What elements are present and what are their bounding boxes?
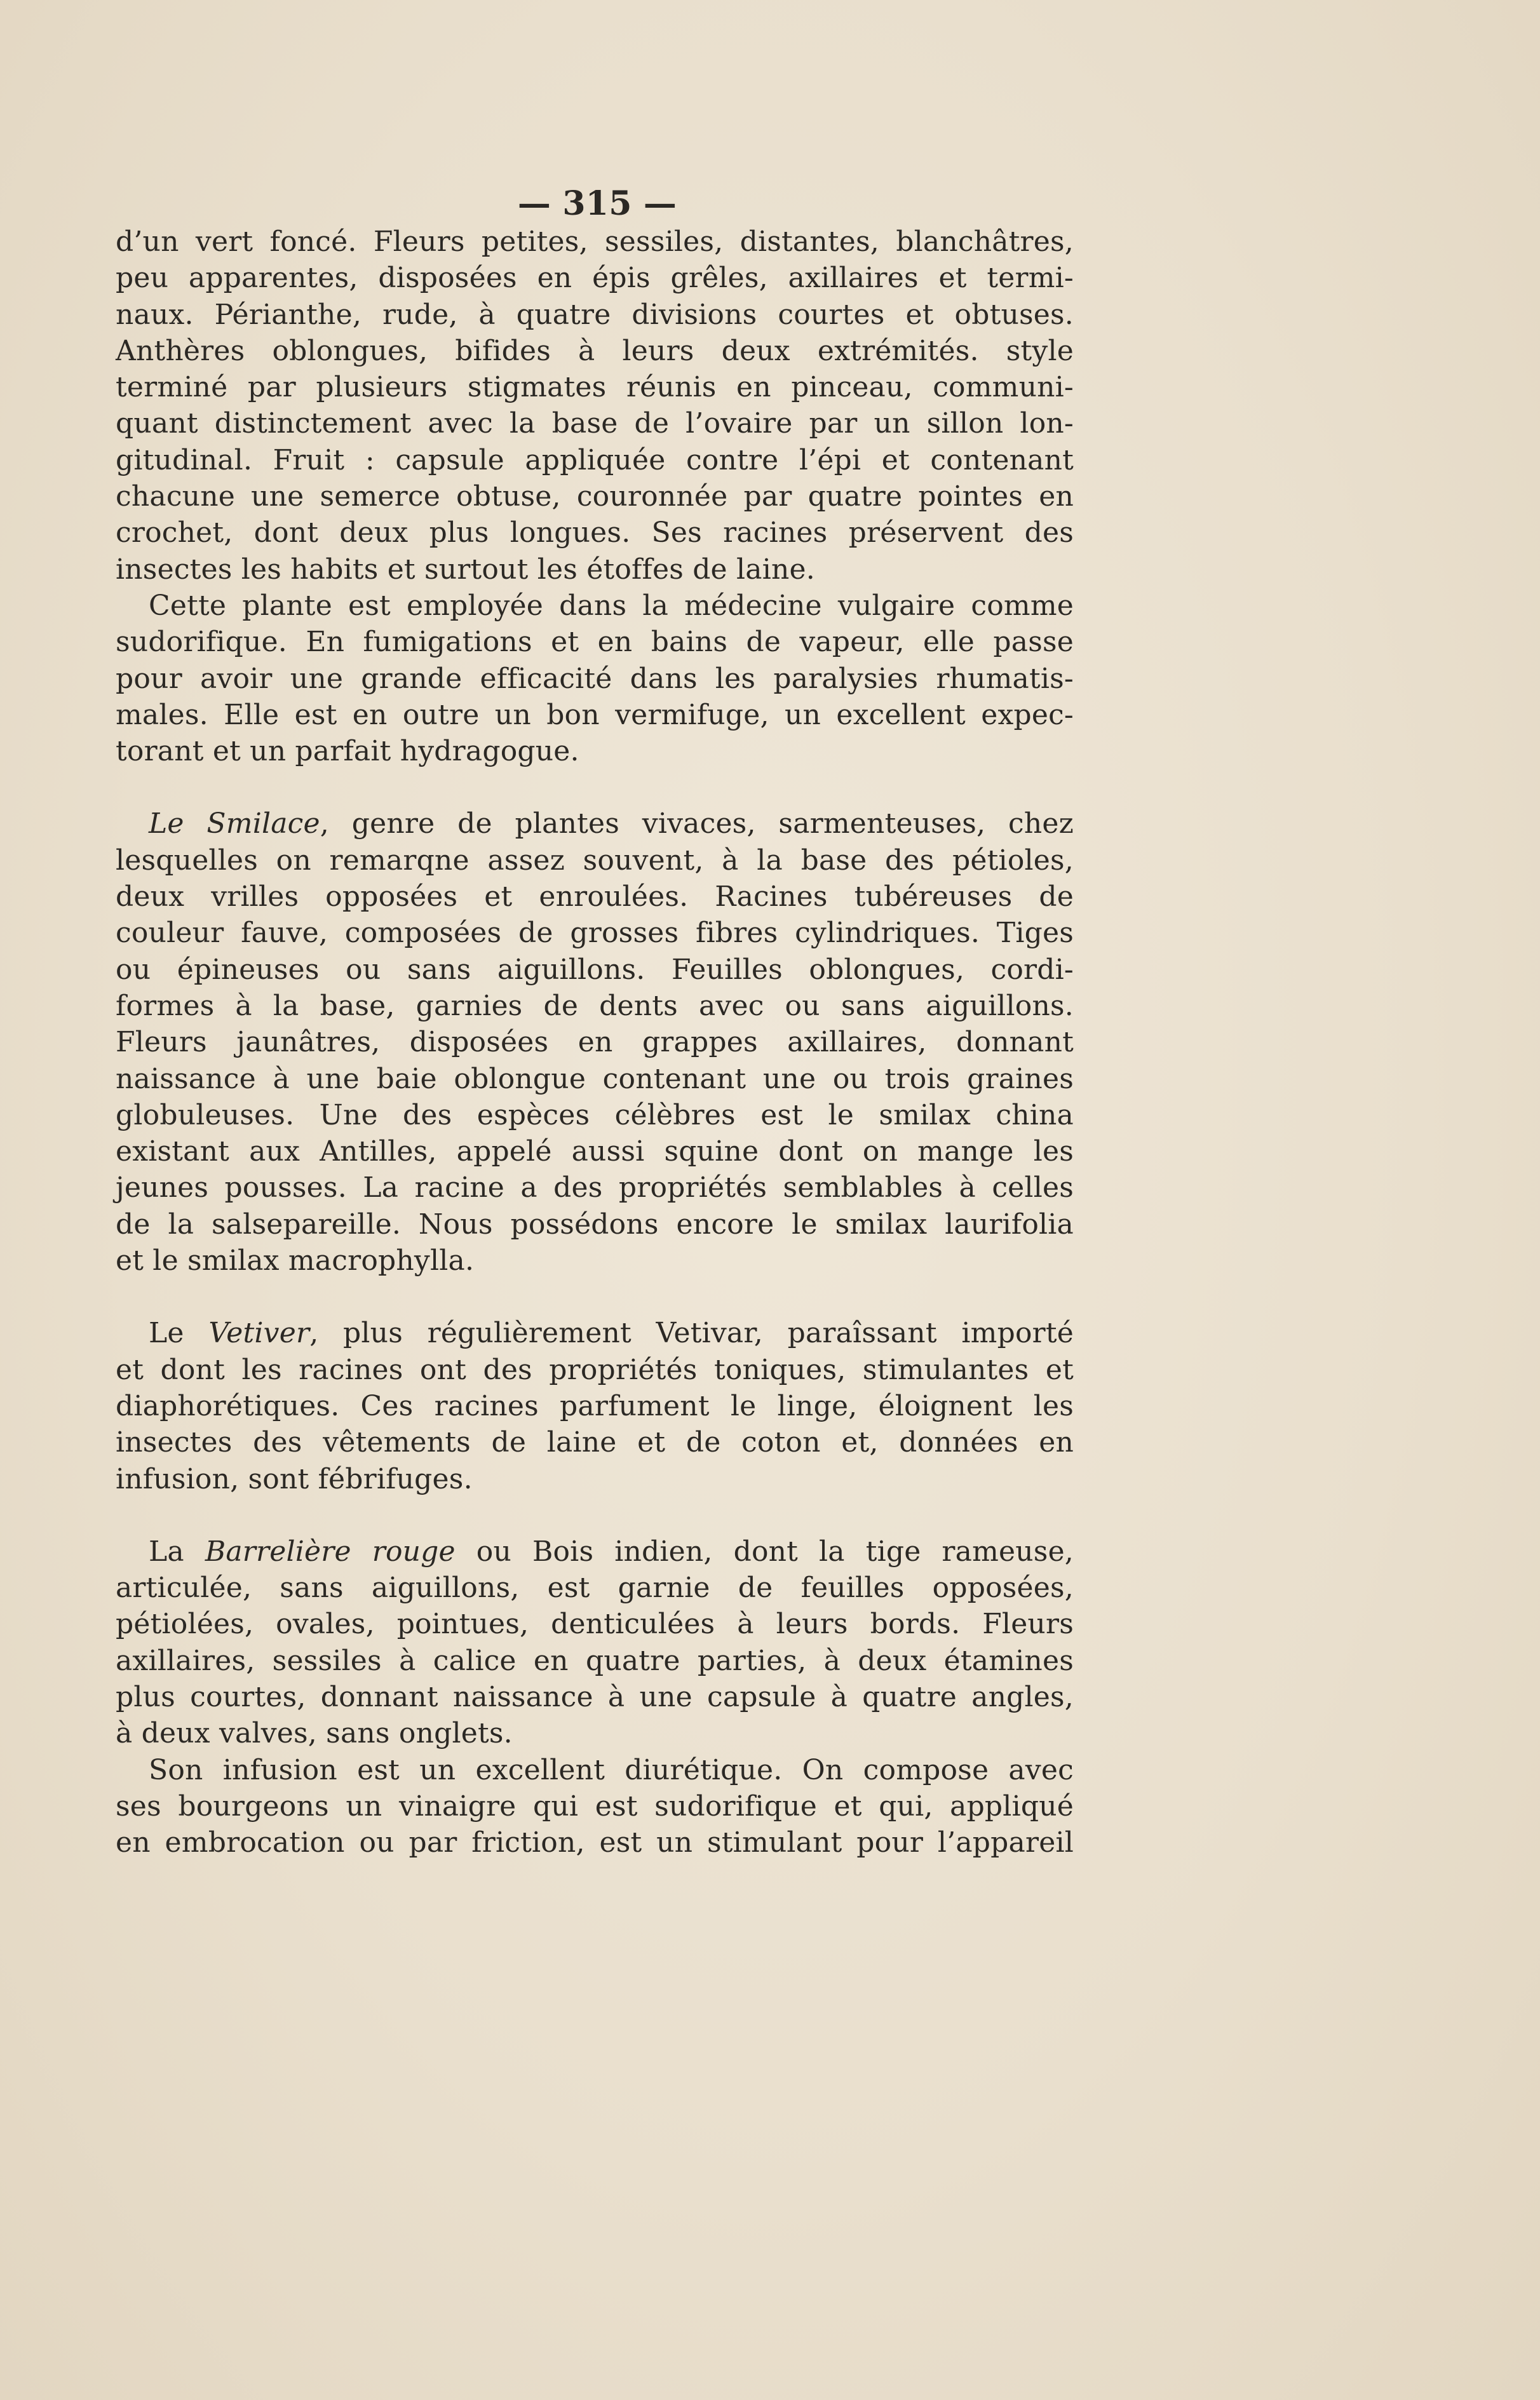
paragraph-gap bbox=[116, 1497, 1074, 1534]
paragraph-1 bbox=[116, 224, 1074, 588]
text-line: à deux valves, sans onglets. bbox=[116, 1717, 513, 1750]
text-line: deux vrilles opposées et enroulées. Racines tubéreuses de bbox=[116, 880, 1074, 913]
text-line: infusion, sont fébrifuges. bbox=[116, 1462, 473, 1495]
text-line: plus courtes, donnant naissance à une capsule à quatre angles, bbox=[116, 1680, 1074, 1713]
text-line: jeunes pousses. La racine a des propriétés semblables à celles bbox=[116, 1171, 1074, 1204]
text-line: naissance à une baie oblongue contenant une ou trois graines bbox=[116, 1062, 1074, 1095]
text-fragment: , genre de plantes vivaces, sarmenteuses, chez bbox=[320, 807, 1074, 840]
text-line: Anthères oblongues, bifides à leurs deux extrémités. style bbox=[116, 334, 1074, 367]
text-line: axillaires, sessiles à calice en quatre parties, à deux étamines bbox=[116, 1644, 1074, 1677]
text-line: et dont les racines ont des propriétés toniques, stimulantes et bbox=[116, 1353, 1074, 1386]
text-line: crochet, dont deux plus longues. Ses racines préservent des bbox=[116, 516, 1074, 549]
italic-term: Le Smilace bbox=[149, 807, 320, 840]
text-line: lesquelles on remarqne assez souvent, à la base des pétioles, bbox=[116, 844, 1074, 877]
text-line bbox=[116, 806, 1074, 842]
text-line: pour avoir une grande efficacité dans les paralysies rhumatis- bbox=[116, 662, 1074, 695]
text-line: diaphorétiques. Ces racines parfument le linge, éloignent les bbox=[116, 1389, 1074, 1422]
text-line: ses bourgeons un vinaigre qui est sudorifique et qui, appliqué bbox=[116, 1790, 1074, 1823]
italic-term: Vetiver bbox=[208, 1317, 310, 1350]
paragraph-gap bbox=[116, 769, 1074, 806]
text-line: et le smilax macrophylla. bbox=[116, 1244, 475, 1278]
text-line: peu apparentes, disposées en épis grêles, axillaires et termi- bbox=[116, 262, 1074, 295]
paragraph-6 bbox=[116, 1752, 1074, 1861]
text-line: Son infusion est un excellent diurétique. On compose avec bbox=[149, 1753, 1074, 1786]
italic-term: Barrelière rouge bbox=[205, 1535, 456, 1568]
paragraph-gap bbox=[116, 1279, 1074, 1315]
text-line: existant aux Antilles, appelé aussi squine dont on mange les bbox=[116, 1135, 1074, 1168]
paragraph-barreliere bbox=[116, 1534, 1074, 1752]
page-text bbox=[116, 184, 1074, 1861]
text-line: insectes les habits et surtout les étoffes de laine. bbox=[116, 553, 815, 586]
paragraph-vetiver bbox=[116, 1315, 1074, 1497]
text-line: insectes des vêtements de laine et de coton et, données en bbox=[116, 1426, 1074, 1459]
text-line: en embrocation ou par friction, est un stimulant pour l’appareil bbox=[116, 1826, 1074, 1859]
paragraph-smilace bbox=[116, 806, 1074, 1279]
text-line: articulée, sans aiguillons, est garnie de feuilles opposées, bbox=[116, 1572, 1074, 1605]
paragraph-2 bbox=[116, 588, 1074, 769]
text-line: naux. Périanthe, rude, à quatre divisions courtes et obtuses. bbox=[116, 298, 1074, 331]
text-line: formes à la base, garnies de dents avec ou sans aiguillons. bbox=[116, 989, 1074, 1022]
text-line: terminé par plusieurs stigmates réunis en pinceau, communi- bbox=[116, 371, 1074, 404]
text-line bbox=[116, 1315, 1074, 1351]
page-number: — 315 — bbox=[517, 184, 677, 223]
text-line: d’un vert foncé. Fleurs petites, sessiles, distantes, blanchâtres, bbox=[116, 226, 1074, 258]
text-fragment: La bbox=[149, 1535, 205, 1568]
text-line: Cette plante est employée dans la médecine vulgaire comme bbox=[149, 589, 1074, 622]
text-fragment: ou Bois indien, dont la tige rameuse, bbox=[455, 1535, 1074, 1568]
text-line: gitudinal. Fruit : capsule appliquée contre l’épi et contenant bbox=[116, 443, 1074, 476]
text-line: chacune une semerce obtuse, couronnée par quatre pointes en bbox=[116, 480, 1074, 513]
text-line: de la salsepareille. Nous possédons encore le smilax laurifolia bbox=[116, 1208, 1074, 1241]
text-line: ou épineuses ou sans aiguillons. Feuilles oblongues, cordi- bbox=[116, 953, 1074, 986]
text-fragment: , plus régulièrement Vetivar, paraîssant importé bbox=[309, 1317, 1074, 1350]
text-line: globuleuses. Une des espèces célèbres est le smilax china bbox=[116, 1098, 1074, 1131]
text-line: quant distinctement avec la base de l’ovaire par un sillon lon- bbox=[116, 407, 1074, 440]
text-line: Fleurs jaunâtres, disposées en grappes axillaires, donnant bbox=[116, 1026, 1074, 1059]
text-line: sudorifique. En fumigations et en bains de vapeur, elle passe bbox=[116, 626, 1074, 659]
text-line: couleur fauve, composées de grosses fibres cylindriques. Tiges bbox=[116, 917, 1074, 950]
text-line bbox=[116, 1534, 1074, 1570]
text-line: males. Elle est en outre un bon vermifuge, un excellent expec- bbox=[116, 698, 1074, 731]
text-fragment: Le bbox=[149, 1317, 209, 1350]
text-line: torant et un parfait hydragogue. bbox=[116, 735, 579, 768]
text-line: pétiolées, ovales, pointues, denticulées à leurs bords. Fleurs bbox=[116, 1608, 1074, 1641]
